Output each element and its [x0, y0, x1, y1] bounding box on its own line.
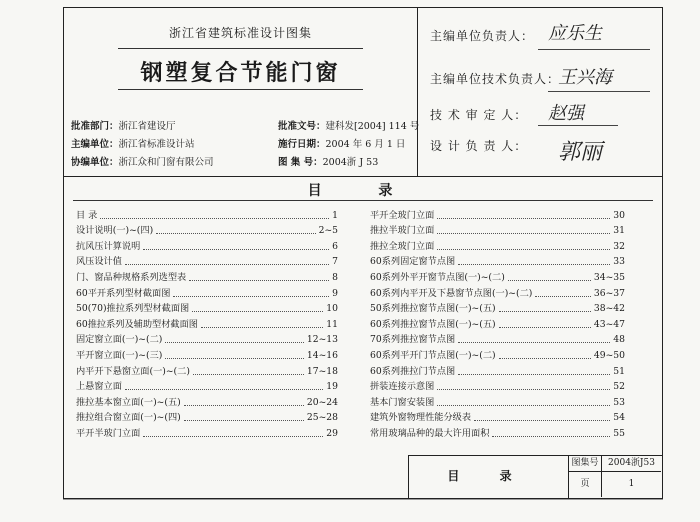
role-design-lead: 设 计 负 责 人：: [430, 139, 528, 153]
signature-panel: [418, 7, 663, 177]
page-label: 页: [569, 472, 602, 497]
atlas-number-value: 2004浙J53: [602, 456, 661, 472]
co-editor-unit: 协编单位：浙江众和门窗有限公司: [71, 157, 214, 168]
signature-chief-unit: 应乐生: [548, 23, 602, 44]
toc-entry[interactable]: 60推拉系列及辅助型材截面图 11: [76, 318, 338, 330]
toc-entry[interactable]: 推拉基本窗立面(一)~(五) 20~24: [76, 396, 338, 408]
toc-entry[interactable]: 上悬窗立面 19: [76, 381, 338, 393]
toc-entry[interactable]: 60系列固定窗节点图 33: [370, 256, 625, 268]
toc-entry[interactable]: 平开全玻门立面 30: [370, 209, 625, 221]
toc-entry[interactable]: 70系列推拉窗节点图 48: [370, 334, 625, 346]
toc-entry[interactable]: 60系列推拉窗节点图(一)~(五) 43~47: [370, 318, 625, 330]
toc-entry[interactable]: 50(70)推拉系列型材截面图 10: [76, 303, 338, 315]
role-chief-unit: 主编单位负责人：: [430, 29, 535, 43]
signature-reviewer: 赵强: [548, 103, 584, 124]
toc-entry[interactable]: 内平开下悬窗立面(一)~(二) 17~18: [76, 365, 338, 377]
contents-divider: [73, 200, 653, 201]
toc-entry[interactable]: 60系列推拉门节点图 51: [370, 365, 625, 377]
toc-entry[interactable]: 60平开系列型材截面图 9: [76, 287, 338, 299]
atlas-title: 钢塑复合节能门窗: [140, 61, 341, 86]
toc-entry[interactable]: 50系列推拉窗节点图(一)~(五) 38~42: [370, 303, 625, 315]
toc-entry[interactable]: 设计说明(一)~(四) 2~5: [76, 225, 338, 237]
toc-entry[interactable]: 推拉半玻门立面 31: [370, 225, 625, 237]
toc-entry[interactable]: 拼装连接示意图 52: [370, 381, 625, 393]
toc-entry[interactable]: 推拉组合窗立面(一)~(四) 25~28: [76, 412, 338, 424]
atlas-number-label: 图集号: [569, 456, 602, 472]
role-tech-chief: 主编单位技术负责人：: [430, 72, 561, 86]
toc-entry[interactable]: 固定窗立面(一)~(二) 12~13: [76, 334, 338, 346]
toc-entry[interactable]: 平开窗立面(一)~(三) 14~16: [76, 349, 338, 361]
toc-entry[interactable]: 60系列外平开窗节点图(一)~(二) 34~35: [370, 271, 625, 283]
approval-dept: 批准部门：浙江省建设厅: [71, 121, 176, 132]
toc-right-column: [370, 206, 625, 440]
editor-unit: 主编单位：浙江省标准设计站: [71, 139, 195, 150]
signature-tech-chief: 王兴海: [558, 67, 612, 88]
title-box: [118, 48, 363, 90]
title-block-name: 目 录: [409, 456, 569, 498]
implement-date: 施行日期：2004 年 6 月 1 日: [278, 139, 406, 150]
signature-design-lead: 郭丽: [558, 140, 603, 165]
toc-entry[interactable]: 风压设计值 7: [76, 256, 338, 268]
toc-entry[interactable]: 目 录 1: [76, 209, 338, 221]
page-number: 1: [628, 479, 635, 489]
contents-heading: 目 录: [307, 183, 419, 199]
toc-entry[interactable]: 建筑外窗物理性能分级表 54: [370, 412, 625, 424]
toc-entry[interactable]: 抗风压计算说明 6: [76, 240, 338, 252]
toc-entry[interactable]: 门、窗品种规格系列选型表 8: [76, 271, 338, 283]
toc-entry[interactable]: 平开半玻门立面 29: [76, 427, 338, 439]
toc-entry[interactable]: 60系列内平开及下悬窗节点图(一)~(二) 36~37: [370, 287, 625, 299]
series-name: 浙江省建筑标准设计图集: [168, 26, 312, 40]
title-block: [408, 455, 663, 499]
signature-line: [538, 125, 618, 126]
approval-doc-no: 批准文号：建科发[2004] 114 号: [278, 121, 420, 132]
header-info-panel: [63, 7, 418, 177]
toc-entry[interactable]: 60系列平开门节点图(一)~(二) 49~50: [370, 349, 625, 361]
signature-line: [538, 49, 650, 50]
signature-line: [548, 91, 650, 92]
toc-entry[interactable]: 基本门窗安装图 53: [370, 396, 625, 408]
role-reviewer: 技 术 审 定 人：: [430, 108, 528, 122]
footer-divider: [63, 499, 663, 500]
toc-entry[interactable]: 常用玻璃品种的最大许用面积 55: [370, 427, 625, 439]
toc-entry[interactable]: 推拉全玻门立面 32: [370, 240, 625, 252]
toc-left-column: [76, 206, 338, 440]
atlas-number: 图 集 号：2004浙 J 53: [278, 157, 379, 168]
